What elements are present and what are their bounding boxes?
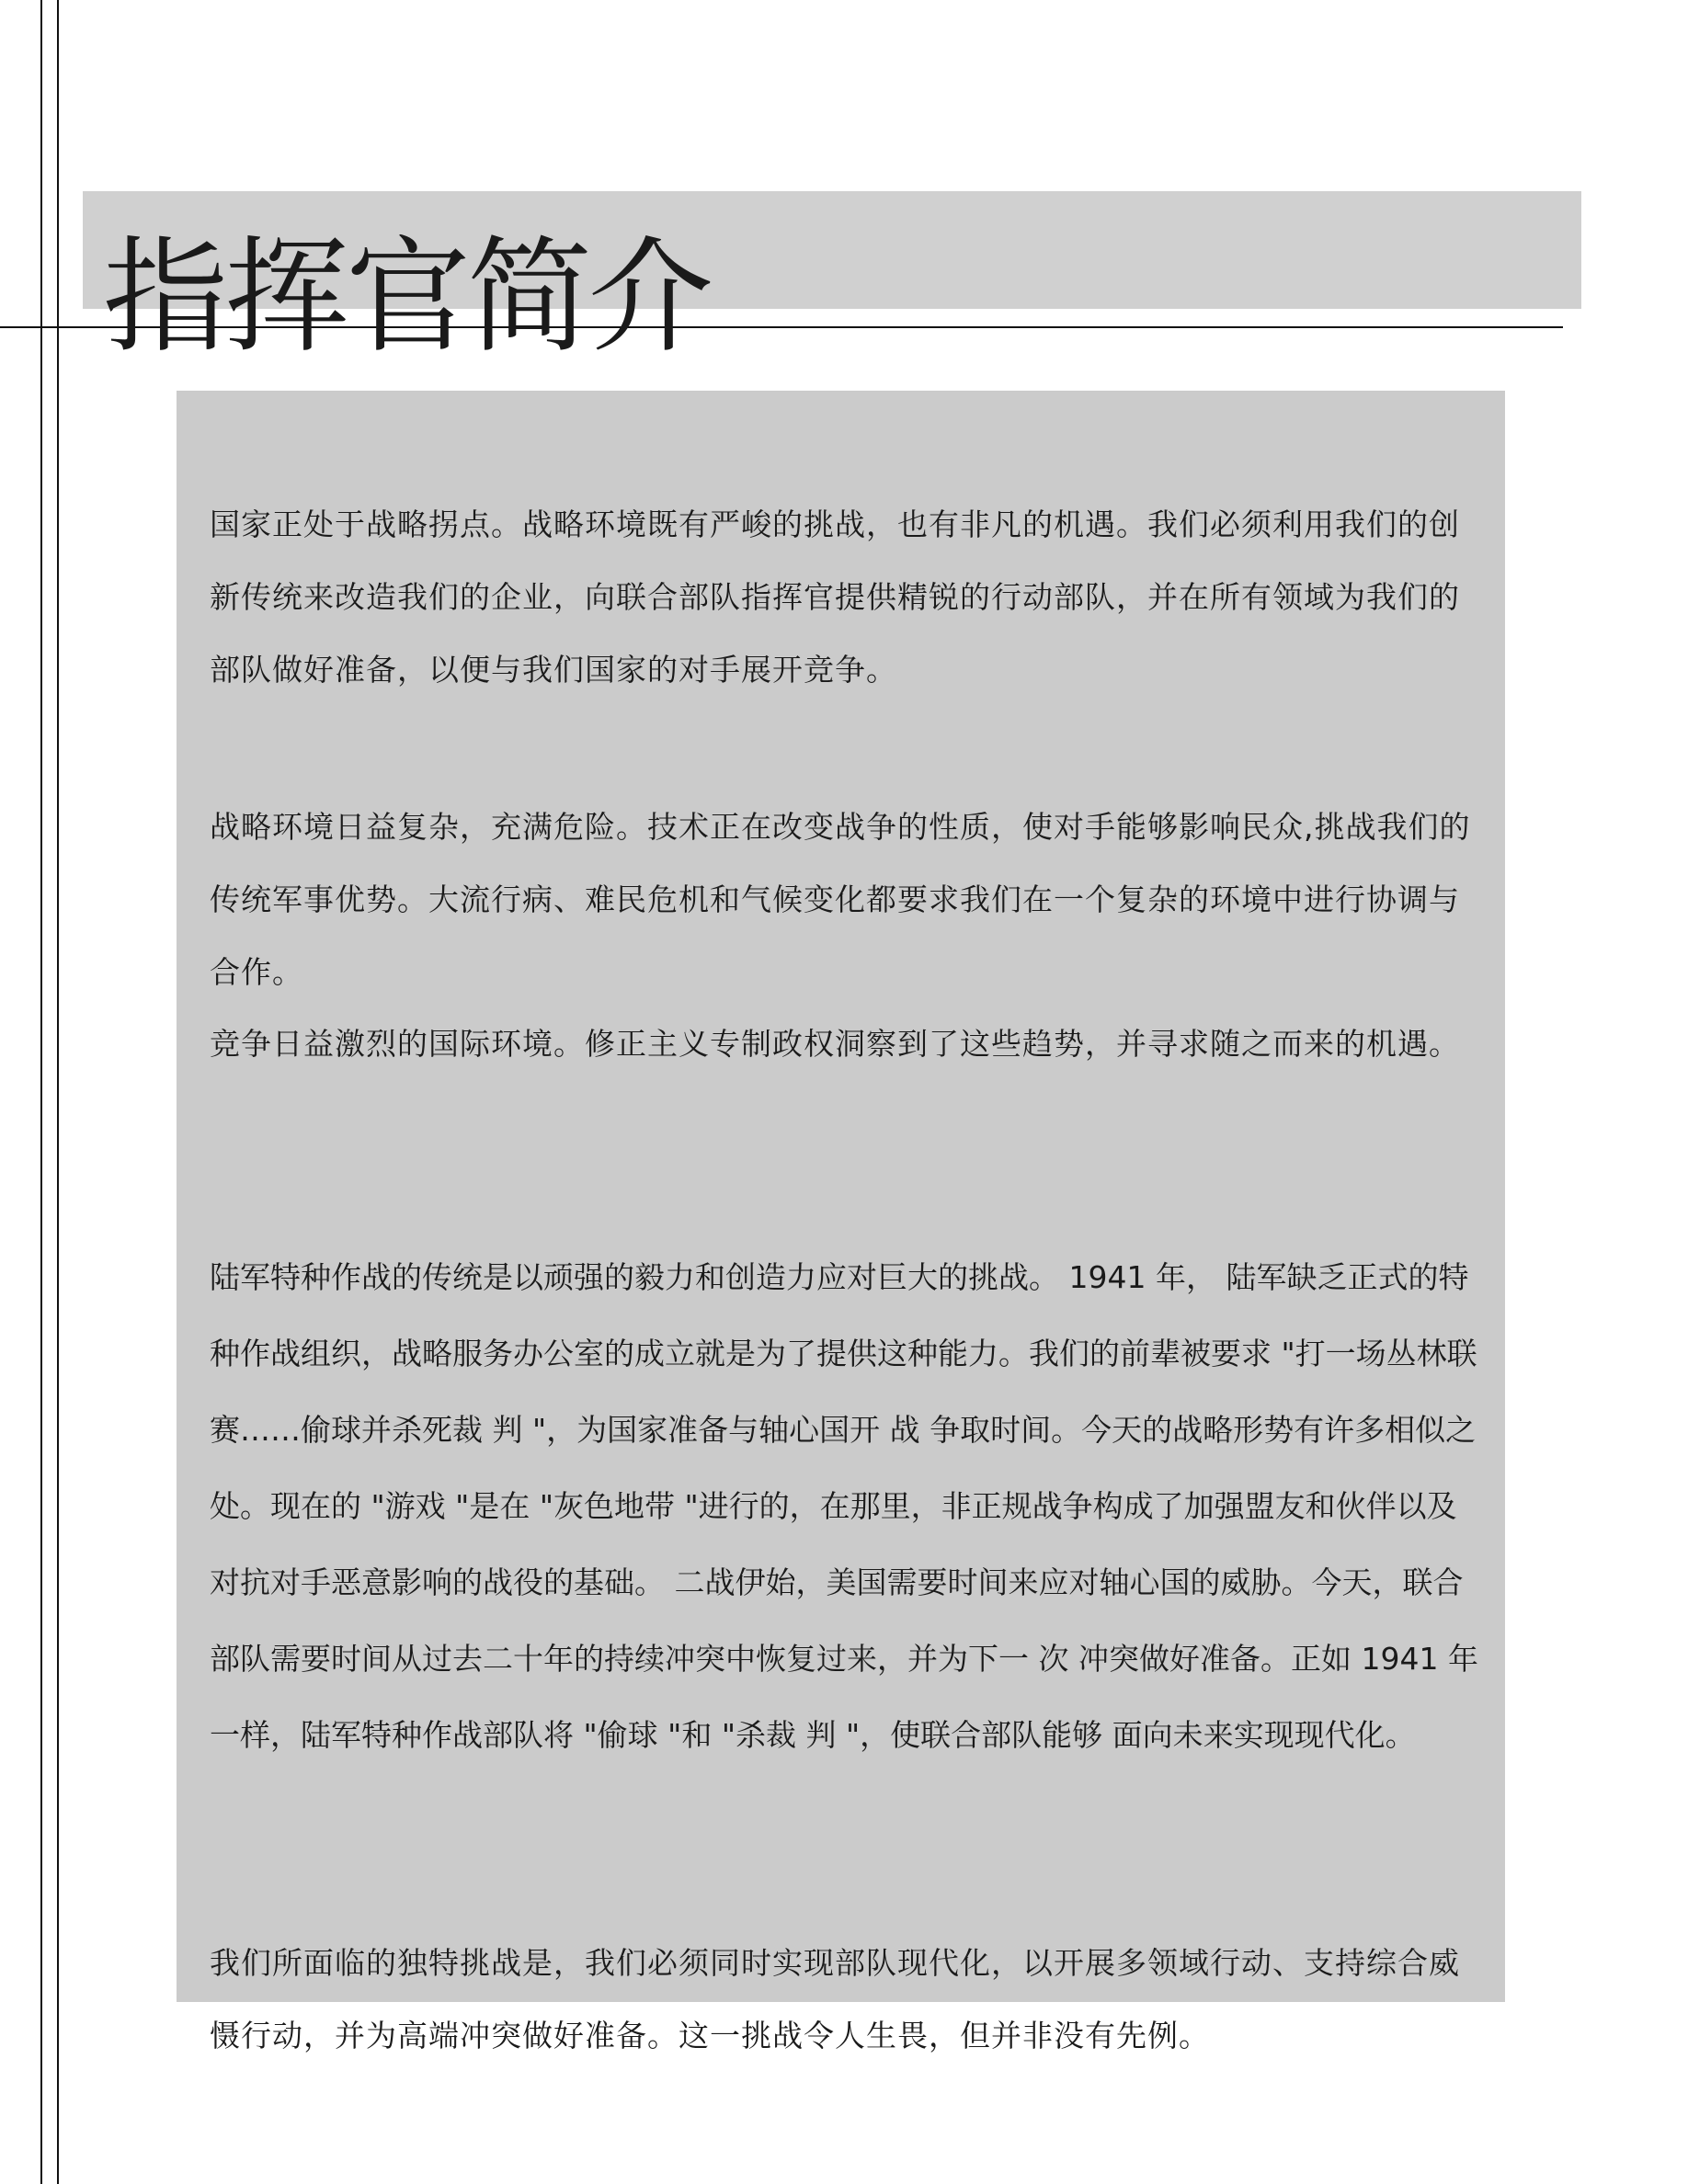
- paragraph-5: 我们所面临的独特挑战是，我们必须同时实现部队现代化，以开展多领域行动、支持综合威慑行动，并为高端冲突做好准备。这一挑战令人生畏，但并非没有先例。: [210, 1945, 1460, 2053]
- page-title: 指挥官简介: [103, 225, 710, 370]
- paragraph-1: 国家正处于战略拐点。战略环境既有严峻的挑战，也有非凡的机遇。我们必须利用我们的创新传统来改造我们的企业，向联合部队指挥官提供精锐的行动部队，并在所有领域为我们的部队做好准备，以便与我们国家的对手展开竞争。: [210, 506, 1460, 688]
- paragraph-2: 战略环境日益复杂，充满危险。技术正在改变战争的性质，使对手能够影响民众,挑战我们的传统军事优势。大流行病、难民危机和气候变化都要求我们在一个复杂的环境中进行协调与合作。: [210, 809, 1471, 990]
- paragraph-3: 竞争日益激烈的国际环境。修正主义专制政权洞察到了这些趋势，并寻求随之而来的机遇。: [210, 1026, 1460, 1062]
- paragraph-4: 陆军特种作战的传统是以顽强的毅力和创造力应对巨大的挑战。 1941 年， 陆军缺乏正式的特种作战组织，战略服务办公室的成立就是为了提供这种能力。我们的前辈被要求 "打一场丛林联赛……偷球并杀死裁 判 "，为国家准备与轴心国开 战 争取时间。今天的战略形势有许多相似之处。现在的 "游戏 "是在 "灰色地带 "进行的，在那里，非正规战争构成了加强盟友和伙伴以及对抗对手恶意影响的战役的基础。 二战伊始，美国需要时间来应对轴心国的威胁。今天，联合部队需要时间从过去二十年的持续冲突中恢复过来，并为下一 次 冲突做好准备。正如 1941 年一样，陆军特种作战部队将 "偷球 "和 "杀裁 判 "，使联合部队能够 面向未来实现现代化。: [210, 1259, 1478, 1753]
